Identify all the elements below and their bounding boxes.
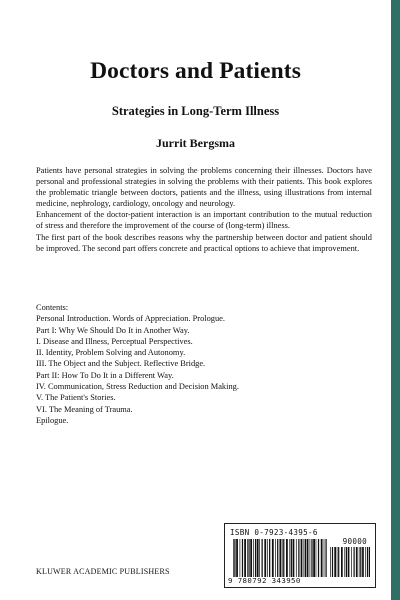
- barcode-bar: [330, 547, 331, 577]
- barcode-bar: [267, 539, 268, 577]
- barcode-bar: [298, 539, 299, 577]
- contents-item: Epilogue.: [36, 415, 69, 425]
- barcode-bar: [305, 539, 306, 577]
- blurb-paragraph: The first part of the book describes reasons why the partnership between doctor and patient should be improved. The second part offers concrete and practical options to achieve that improvement.: [36, 232, 372, 253]
- barcode-bar: [324, 539, 325, 577]
- barcode-bar: [354, 547, 355, 577]
- barcode-bar: [356, 547, 358, 577]
- barcode-bar: [279, 539, 281, 577]
- barcode-bar: [259, 539, 260, 577]
- barcode-bar: [337, 547, 338, 577]
- barcode-bar: [325, 539, 326, 577]
- contents-item: Part II: How To Do It in a Different Way.: [36, 370, 174, 380]
- barcode-bar: [365, 547, 366, 577]
- contents-item: I. Disease and Illness, Perceptual Perspectives.: [36, 336, 193, 346]
- barcode-bar: [264, 539, 266, 577]
- contents-heading: Contents:: [36, 303, 69, 312]
- barcode-bar: [341, 547, 343, 577]
- barcode-bar: [255, 539, 256, 577]
- contents-item: Part I: Why We Should Do It in Another Way.: [36, 325, 190, 335]
- table-of-contents: [36, 302, 372, 426]
- isbn-label: ISBN 0-7923-4395-6: [230, 528, 318, 537]
- price-addon-number: 90000: [342, 537, 367, 546]
- book-title: Doctors and Patients: [90, 58, 301, 84]
- barcode-bar: [318, 539, 319, 577]
- ean-number: 9 780792 343950: [228, 576, 301, 585]
- barcode-bar: [282, 539, 283, 577]
- barcode-bar: [310, 539, 311, 577]
- barcode-bar: [296, 539, 297, 577]
- barcode-bar: [262, 539, 263, 577]
- barcode-bar: [272, 539, 274, 577]
- barcode-bar: [248, 539, 249, 577]
- contents-item: V. The Patient's Stories.: [36, 393, 116, 403]
- spine-color-bar: [391, 0, 400, 600]
- barcode-bar: [359, 547, 360, 577]
- barcode-bar: [257, 539, 259, 577]
- contents-item: Personal Introduction. Words of Appreciation. Prologue.: [36, 314, 225, 324]
- barcode-bar: [277, 539, 278, 577]
- barcode-bar: [348, 547, 350, 577]
- barcode-bar: [244, 539, 246, 577]
- barcode-bar: [253, 539, 254, 577]
- barcode-bar: [283, 539, 284, 577]
- contents-item: IV. Communication, Stress Reduction and Decision Making.: [36, 382, 239, 392]
- barcode-bar: [286, 539, 288, 577]
- publisher-name: KLUWER ACADEMIC PUBLISHERS: [36, 567, 170, 576]
- barcode-bar: [311, 539, 312, 577]
- barcode-bar: [332, 547, 333, 577]
- contents-item: III. The Object and the Subject. Reflective Bridge.: [36, 359, 206, 369]
- barcode-bar: [269, 539, 270, 577]
- barcode-bar: [247, 539, 248, 577]
- contents-item: VI. The Meaning of Trauma.: [36, 404, 133, 414]
- barcode-bar: [240, 539, 241, 577]
- addon-barcode-bars: [330, 547, 370, 577]
- book-subtitle: Strategies in Long-Term Illness: [111, 104, 280, 118]
- barcode-bar: [316, 539, 317, 577]
- barcode-bar: [360, 547, 361, 577]
- isbn-barcode: [224, 523, 376, 588]
- barcode-bar: [321, 539, 323, 577]
- barcode-bar: [307, 539, 309, 577]
- barcode-bar: [304, 539, 305, 577]
- barcode-bar: [275, 539, 276, 577]
- barcode-bar: [351, 547, 352, 577]
- barcode-bar: [369, 547, 370, 577]
- barcode-bar: [362, 547, 364, 577]
- barcode-bar: [313, 539, 315, 577]
- barcode-bar: [346, 547, 347, 577]
- barcode-bar: [242, 539, 243, 577]
- blurb: [36, 165, 372, 254]
- barcode-bar: [233, 539, 234, 577]
- blurb-paragraph: Enhancement of the doctor-patient interaction is an important contribution to the mutual reduction of stress and therefore the improvement of the course of (long-term) illness.: [36, 210, 372, 231]
- barcode-bar: [344, 547, 345, 577]
- barcode-bar: [234, 539, 235, 577]
- barcode-bar: [338, 547, 339, 577]
- barcode-bar: [291, 539, 292, 577]
- barcode-bar: [289, 539, 290, 577]
- barcode-bar: [236, 539, 238, 577]
- book-author: Jurrit Bergsma: [156, 136, 235, 150]
- contents-list: [36, 313, 372, 426]
- ean-barcode-bars: [233, 539, 327, 577]
- barcode-bar: [334, 547, 336, 577]
- barcode-bar: [250, 539, 252, 577]
- barcode-bar: [301, 539, 303, 577]
- contents-item: II. Identity, Problem Solving and Autonomy.: [36, 348, 186, 358]
- blurb-paragraph: Patients have personal strategies in solving the problems concerning their illnesses. Doctors have personal and professional strategies in solving the problems with their patients. This book explores the problematic triangle between doctors, patients and the illness, using illustrations from internal medicine, nephrology, cardiology, oncology and neurology.: [36, 166, 372, 209]
- barcode-bar: [367, 547, 368, 577]
- barcode-bar: [293, 539, 295, 577]
